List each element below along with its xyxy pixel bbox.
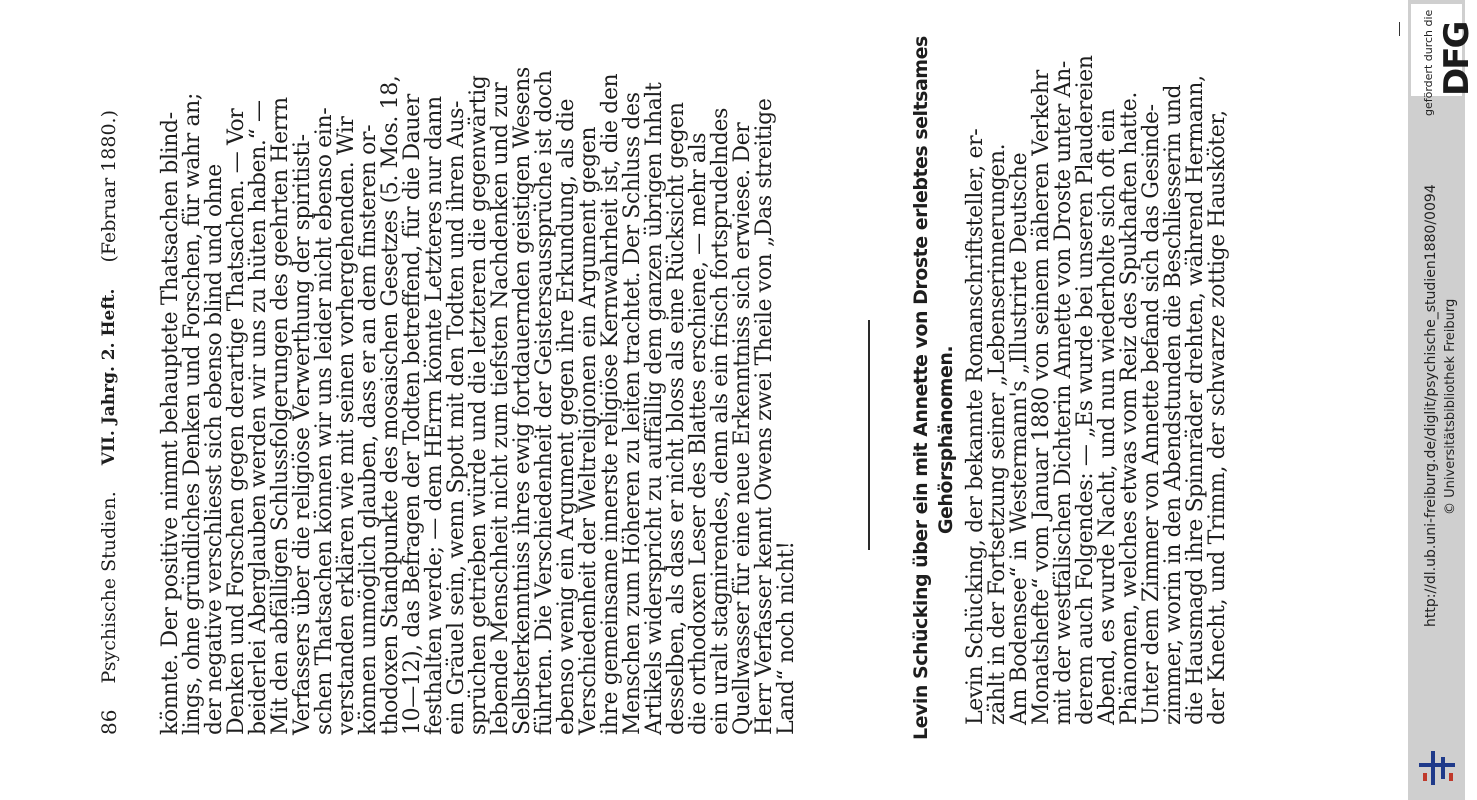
article2-text-line: mit der westfälischen Dichterin Annette von Droste unter An- [1051, 61, 1076, 725]
article1-text-line: thodoxen Standpunkte des mosaischen Gesetzes (5. Mos. 18, [378, 75, 403, 735]
page-number: 86 [97, 709, 121, 735]
article1-text-line: ein Gräuel sein, wenn Spott mit den Todten und ihren Aus- [444, 100, 469, 735]
article1-text-line: beiderlei Aberglauben werden wir uns zu hüten haben.“ — [246, 100, 271, 735]
article1-text-line: Land“ noch nicht! [774, 541, 799, 735]
article1-text-line: Herr Verfasser kennt Owens zwei Theile von „Das streitige [752, 98, 777, 735]
article2-text-line: Phänomen, welches etwas vom Reiz des Spukhaften hatte. [1117, 92, 1142, 725]
article1-text-line: Artikels widerspricht zu auffällig dem ganzen übrigen Inhalt [642, 82, 667, 735]
university-library-logo-icon [1413, 745, 1461, 789]
scan-mark [1399, 22, 1400, 36]
funding-text: gefördert durch die [1422, 9, 1435, 116]
page-header [95, 110, 123, 735]
article1-text-line: Selbsterkenntniss ihres ewig fortdauernden geistigen Wesens [510, 67, 535, 735]
article2-text-line: derem auch Folgendes: — „Es wurde bei unseren Plaudereien [1073, 55, 1098, 725]
article2-text-line: Abend, es wurde Nacht, und nun wiederholte sich oft ein [1095, 109, 1120, 725]
article1-text-line: Mit den abfälligen Schlussfolgerungen des geehrten Herrn [268, 97, 293, 735]
article1-text-line: Menschen zum Höheren zu leiten trachtet. Der Schluss des [620, 92, 645, 735]
article1-text-line: sprüchen getrieben würde und die letzteren die gegenwärtig [466, 75, 491, 735]
article1-text-line: verstanden erklären wie mit seinen vorhergehenden. Wir [334, 116, 359, 735]
article2-text-line: zählt in der Fortsetzung seiner „Lebenserinnerungen. [985, 143, 1010, 725]
article2-subtitle: Gehörsphänomen. [935, 345, 957, 535]
permalink-url[interactable]: http://dl.ub.uni-freiburg.de/diglit/psychische_studien1880/0094 [1423, 184, 1439, 627]
article1-text-line: festhalten werde; — dem HErrn könnte Letzteres nur dann [422, 96, 447, 735]
article2-title: Levin Schücking über ein mit Annette von Droste erlebtes seltsames [910, 36, 932, 740]
article2-text-line: der Knecht, und Trimm, der schwarze zottige Hausköter, [1205, 110, 1230, 725]
article2-body [963, 55, 1230, 725]
article2-text-line: die Hausmagd ihre Spinnräder drehten, während Hermann, [1183, 75, 1208, 725]
article1-text-line: ihre gemeinsame innerste religiöse Kernwahrheit ist, die den [598, 73, 623, 735]
article2-text-line: Levin Schücking, der bekannte Romanschriftsteller, er- [963, 128, 988, 725]
header-date: (Februar 1880.) [98, 110, 120, 263]
article1-text-line: schen Thatsachen können wir uns leider nicht ebenso ein- [312, 107, 337, 735]
header-journal: Psychische Studien. [98, 491, 120, 684]
article1-text-line: könnte. Der positive nimmt behauptete Thatsachen blind- [158, 112, 183, 735]
article1-body [158, 67, 799, 735]
dfg-logo: DFG [1437, 22, 1477, 96]
article1-text-line: Verfassers über die religiöse Verwerthung der spiritisti- [290, 134, 315, 735]
article1-text-line: lings, ohne gründliches Denken und Forschen, für wahr an; [180, 93, 205, 735]
article1-text-line: 10—12), das Befragen der Todten betreffend, für die Dauer [400, 94, 425, 735]
article1-text-line: der negative verschliesst sich ebenso blind und ohne [202, 164, 227, 735]
article1-text-line: die orthodoxen Leser des Blattes erschiene, — mehr als [686, 132, 711, 735]
article1-text-line: lebende Menschheit nicht zum tiefsten Nachdenken und zur [488, 82, 513, 735]
article1-text-line: Quellwasser für eine neue Erkenntniss sich erwiese. Der [730, 122, 755, 735]
article1-text-line: ebenso wenig ein Argument gegen ihre Erkundung, als die [554, 98, 579, 735]
article1-text-line: Verschiedenheit der Weltreligionen ein Argument gegen [576, 126, 601, 735]
header-issue: VII. Jahrg. 2. Heft. [99, 288, 119, 466]
article2-text-line: Unter dem Zimmer von Annette befand sich das Gesinde- [1139, 104, 1164, 725]
article1-text-line: Denken und Forschen gegen derartige Thatsachen. — Vor [224, 108, 249, 735]
article2-text-line: Am Bodensee“ in Westermann's „Illustrirte Deutsche [1007, 152, 1032, 725]
article1-text-line: desselben, als dass er nicht bloss als eine Rücksicht gegen [664, 102, 689, 735]
article2-text-line: Monatshefte“ vom Januar 1880 von seinem näheren Verkehr [1029, 70, 1054, 725]
article1-text-line: ein uralt stagnirendes, denn als ein frisch fortsprudelndes [708, 108, 733, 735]
article2-text-line: zimmer, worin in den Abendstunden die Beschliesserin und [1161, 84, 1186, 725]
scanned-page [0, 36, 1400, 770]
article1-text-line: führten. Die Verschiedenheit der Geistersaussprüche ist doch [532, 70, 557, 735]
copyright-notice: © Universitätsbibliothek Freiburg [1443, 298, 1458, 515]
article1-text-line: können unmöglich glauben, dass er an dem finsteren or- [356, 124, 381, 735]
section-divider [868, 320, 870, 550]
